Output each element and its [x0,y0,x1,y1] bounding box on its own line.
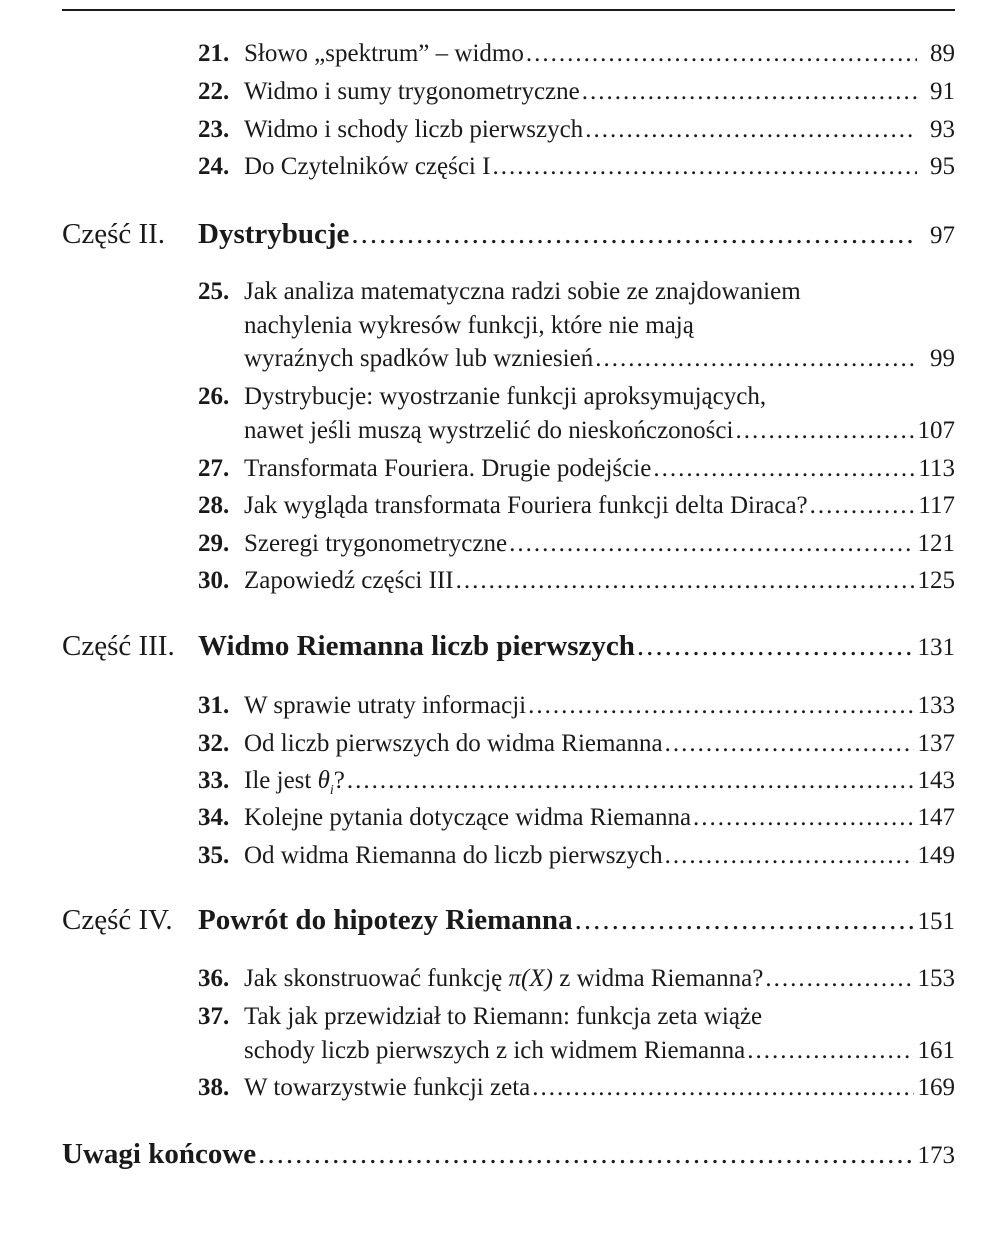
chapter-title-text: z widma Riemanna? [552,965,764,992]
dot-leader [492,150,917,184]
dot-leader [575,901,914,939]
part-title: Powrót do hipotezy Riemanna [198,904,573,936]
toc-entry-25-line-2 [244,309,694,343]
page-number: 137 [917,730,955,757]
part-title: Dystrybucje [198,218,350,250]
dot-leader [747,1034,913,1068]
toc-closing-remarks [62,1135,955,1175]
dot-leader [456,564,914,598]
chapter-number: 35. [198,842,230,869]
chapter-title-line: Tak jak przewidział to Riemann: funkcja zeta wiąże [244,1003,763,1030]
chapter-title-line: Jak analiza matematyczna radzi sobie ze znajdowaniem [244,278,801,305]
chapter-number: 23. [198,116,230,143]
chapter-title-line: nawet jeśli muszą wystrzelić do nieskończoności [244,417,734,444]
chapter-number: 29. [198,530,230,557]
toc-entry-26 [244,414,955,448]
page-number: 107 [917,417,955,444]
chapter-title-text: ? [333,767,345,794]
theta-symbol: θ [317,767,330,794]
chapter-number: 30. [198,567,230,594]
chapter-title [244,962,763,996]
dot-leader [528,689,913,723]
dot-leader [351,215,917,253]
dot-leader [585,113,917,147]
chapter-title: Kolejne pytania dotyczące widma Riemanna [244,804,692,831]
toc-part-2 [62,215,955,255]
chapter-number: 34. [198,804,230,831]
page-number: 143 [917,767,955,794]
chapter-number: 24. [198,153,230,180]
chapter-title: W towarzystwie funkcji zeta [244,1074,531,1101]
chapter-number: 28. [198,492,230,519]
dot-leader [665,727,914,761]
dot-leader [810,489,915,523]
toc-part-3 [62,627,955,667]
chapter-title: Jak wygląda transformata Fouriera funkcji delta Diraca? [244,492,808,519]
dot-leader [637,627,914,665]
chapter-title: Słowo „spektrum” – widmo [244,40,524,67]
page-number: 125 [917,567,955,594]
chapter-title: Od widma Riemanna do liczb pierwszych [244,842,663,869]
toc-entry-30 [198,564,955,598]
part-title: Widmo Riemanna liczb pierwszych [198,630,635,662]
chapter-title: Transformata Fouriera. Drugie podejście [244,455,652,482]
chapter-title-text: Ile jest [244,767,318,794]
toc-entry-24 [198,150,955,184]
toc-entry-21 [198,37,955,71]
chapter-title: Widmo i schody liczb pierwszych [244,116,584,143]
page-number: 131 [917,634,955,661]
toc-entry-32 [198,727,955,761]
top-rule [62,9,955,11]
toc-entry-31 [198,689,955,723]
chapter-number: 32. [198,730,230,757]
chapter-title: Zapowiedź części III [244,567,454,594]
toc-entry-25 [244,342,955,376]
dot-leader [735,414,913,448]
chapter-title: Widmo i sumy trygonometryczne [244,78,580,105]
chapter-title-line: Dystrybucje: wyostrzanie funkcji aproksymujących, [244,383,767,410]
chapter-title-line: nachylenia wykresów funkcji, które nie mają [244,312,694,339]
toc-entry-22 [198,75,955,109]
toc-entry-29 [198,527,955,561]
page-number: 117 [918,492,955,519]
chapter-title-line: wyraźnych spadków lub wzniesień [244,345,594,372]
chapter-title: Do Czytelników części I [244,153,491,180]
part-label: Część III. [62,630,175,662]
toc-entry-36 [198,962,955,996]
chapter-number: 37. [198,1003,230,1030]
chapter-number: 27. [198,455,230,482]
page-number: 91 [930,78,955,105]
dot-leader [693,801,913,835]
dot-leader [532,1071,913,1105]
page-number: 97 [930,222,955,249]
chapter-title: W sprawie utraty informacji [244,692,527,719]
page-number: 169 [917,1074,955,1101]
chapter-number: 31. [198,692,230,719]
toc-entry-37-line-1 [244,1000,762,1034]
part-label: Część IV. [62,904,173,936]
chapter-title-text: Jak skonstruować funkcję [244,965,509,992]
chapter-number: 38. [198,1074,230,1101]
dot-leader [347,764,914,798]
toc-entry-35 [198,839,955,873]
toc-entry-25-line-1 [244,275,801,309]
dot-leader [595,342,917,376]
page-number: 99 [930,345,955,372]
closing-title: Uwagi końcowe [62,1138,257,1170]
toc-entry-26-line-1 [244,380,766,414]
chapter-number: 25. [198,278,230,305]
toc-entry-23 [198,113,955,147]
chapter-title-line: schody liczb pierwszych z ich widmem Riemanna [244,1037,746,1064]
toc-entry-37 [244,1034,955,1068]
dot-leader [653,452,914,486]
page-number: 153 [917,965,955,992]
toc-entry-38 [198,1071,955,1105]
page-number: 149 [917,842,955,869]
toc-part-4 [62,901,955,941]
chapter-number: 22. [198,78,230,105]
page-number: 93 [930,116,955,143]
page-number: 133 [917,692,955,719]
pi-function: π(X) [508,965,553,992]
dot-leader [665,839,914,873]
page-number: 95 [930,153,955,180]
page-number: 147 [917,804,955,831]
dot-leader [509,527,913,561]
page-number: 121 [917,530,955,557]
page-number: 151 [917,908,955,935]
part-label: Część II. [62,218,166,250]
page-number: 173 [917,1142,955,1169]
dot-leader [526,37,917,71]
page-number: 161 [917,1037,955,1064]
dot-leader [582,75,917,109]
subscript: i [329,783,334,798]
chapter-number: 36. [198,965,230,992]
page-number: 113 [918,455,955,482]
dot-leader [765,962,913,996]
chapter-number: 26. [198,383,230,410]
chapter-number: 21. [198,40,230,67]
chapter-title: Szeregi trygonometryczne [244,530,508,557]
toc-entry-27 [198,452,955,486]
toc-entry-28 [198,489,955,523]
page-number: 89 [930,40,955,67]
toc-entry-34 [198,801,955,835]
dot-leader [258,1135,913,1173]
chapter-title: Od liczb pierwszych do widma Riemanna [244,730,663,757]
chapter-number: 33. [198,767,230,794]
